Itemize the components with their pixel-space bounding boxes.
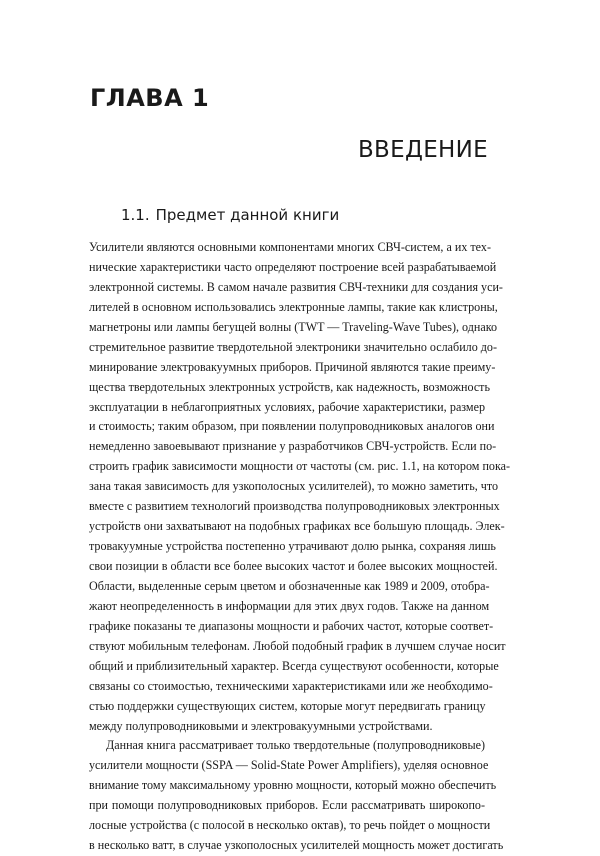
text-line: лосные устройства (с полосой в несколько октав), то речь пойдет о мощности xyxy=(89,818,491,833)
text-line: вместе с развитием технологий производства полупроводниковых электронных xyxy=(89,499,500,514)
text-line: Области, выделенные серым цветом и обозначенные как 1989 и 2009, отобра- xyxy=(89,578,490,593)
text-line: ствуют мобильным телефонам. Любой подобный график в лучшем случае носит xyxy=(89,638,506,653)
text-line: магнетроны или лампы бегущей волны (TWT — Traveling-Wave Tubes), однако xyxy=(89,319,498,334)
section-number: 1.1. xyxy=(121,206,150,224)
text-line: жают неопределенность в информации для этих двух годов. Также на данном xyxy=(89,598,490,613)
text-line: стью поддержки существующих систем, которые могут передвигать границу xyxy=(89,698,486,713)
text-line: связаны со стоимостью, техническими характеристиками или же необходимо- xyxy=(89,678,493,693)
text-line: немедленно завоевывают признание у разработчиков СВЧ-устройств. Если по- xyxy=(89,439,497,454)
text-line: лителей в основном использовались электронные лампы, такие как клистроны, xyxy=(89,299,498,314)
text-line: стремительное развитие твердотельной электроники значительно ослабило до- xyxy=(89,339,498,354)
text-line: Данная книга рассматривает только твердотельные (полупроводниковые) xyxy=(106,738,485,753)
chapter-title: ВВЕДЕНИЕ xyxy=(357,137,488,163)
text-line: общий и приблизительный характер. Всегда существуют особенности, которые xyxy=(89,658,499,673)
text-line: строить график зависимости мощности от частоты (см. рис. 1.1, на котором пока- xyxy=(89,459,511,474)
text-line: тровакуумные устройства постепенно утрачивают долю рынка, сохраняя лишь xyxy=(89,539,496,554)
text-line: устройств они захватывают на подобных графиках все большую площадь. Элек- xyxy=(89,519,505,534)
text-line: нические характеристики часто определяют построение всей разрабатываемой xyxy=(89,259,497,274)
text-line: усилители мощности (SSPA — Solid-State Power Amplifiers), уделяя основное xyxy=(89,758,489,773)
text-line: Усилители являются основными компонентами многих СВЧ-систем, а их тех- xyxy=(89,240,491,254)
text-line: зана такая зависимость для узкополосных усилителей), то можно заметить, что xyxy=(89,479,499,494)
text-line: электронной системы. В самом начале развития СВЧ-техники для создания уси- xyxy=(89,279,503,294)
section-heading xyxy=(121,206,339,224)
text-line: между полупроводниковыми и электровакуумными устройствами. xyxy=(89,718,433,733)
section-title: Предмет данной книги xyxy=(155,206,340,224)
text-line: графике показаны те диапазоны мощности и рабочих частот, которые соответ- xyxy=(89,618,494,633)
text-line: эксплуатации в неблагоприятных условиях, рабочие характеристики, размер xyxy=(89,399,485,414)
text-line: и стоимость; таким образом, при появлении полупроводниковых аналогов они xyxy=(89,419,495,434)
body-text xyxy=(89,238,511,856)
text-line: минирование электровакуумных приборов. Причиной являются такие преиму- xyxy=(89,359,496,374)
text-line: свои позиции в области все более высоких частот и более высоких мощностей. xyxy=(89,559,498,573)
text-line: щества твердотельных электронных устройств, как надежность, возможность xyxy=(89,379,490,394)
chapter-label: ГЛАВА 1 xyxy=(90,84,210,112)
text-line: в несколько ватт, в случае узкополосных усилителей мощность может достигать xyxy=(89,838,504,853)
text-line: внимание тому максимальному уровню мощности, который можно обеспечить xyxy=(89,778,497,793)
text-line: при помощи полупроводниковых приборов. Если рассматривать широкопо- xyxy=(89,798,485,813)
